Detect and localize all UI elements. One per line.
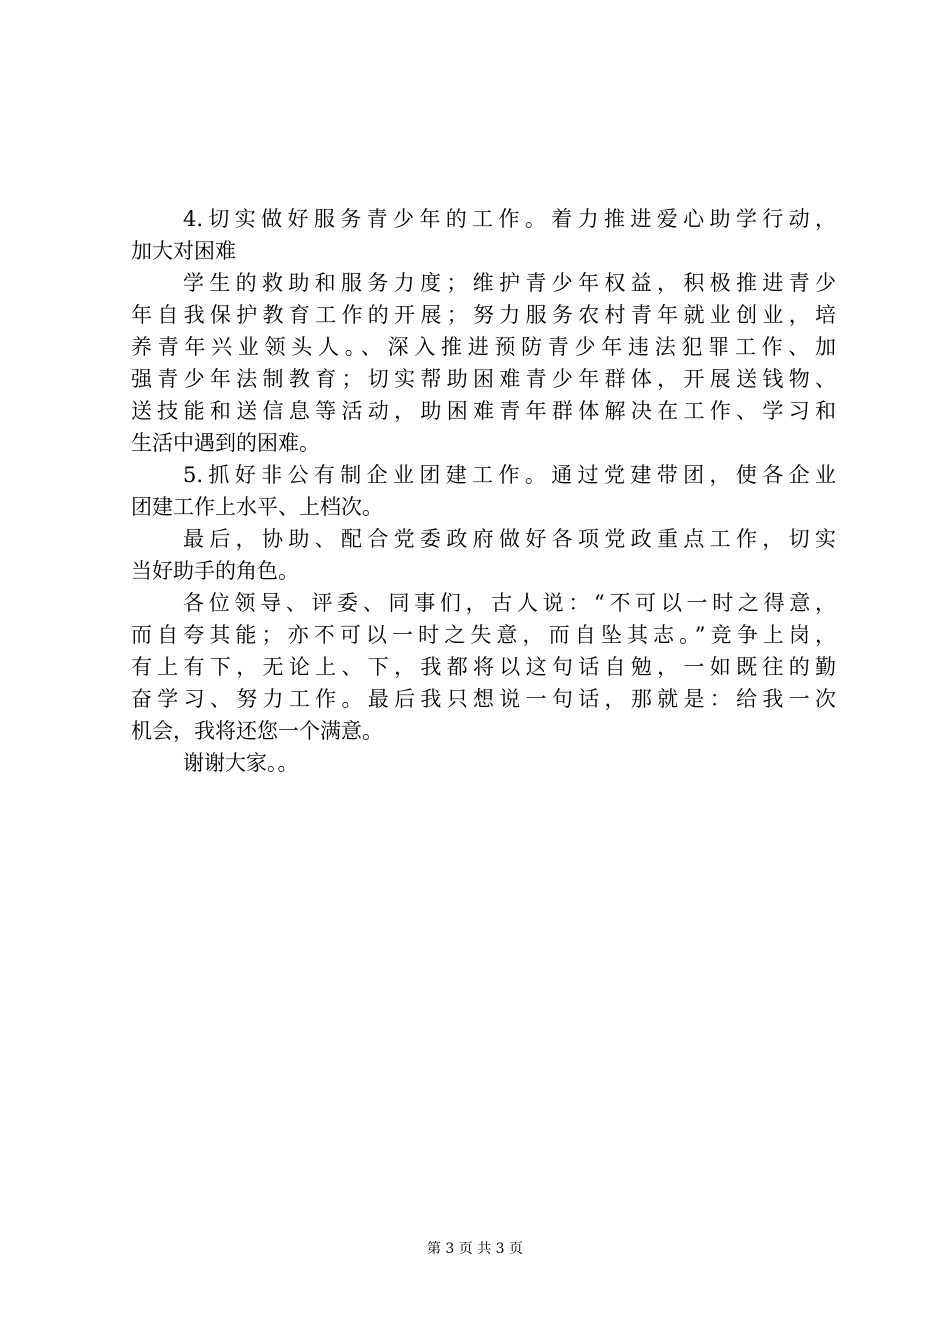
text-line: 学生的救助和服务力度；维护青少年权益，积极推进青少 xyxy=(183,271,836,295)
text-line: 4.切实做好服务青少年的工作。着力推进爱心助学行动， xyxy=(183,207,836,231)
page-footer: 第 3 页 共 3 页 xyxy=(426,1241,524,1257)
text-line: 强青少年法制教育；切实帮助困难青少年群体，开展送钱物、 xyxy=(131,367,836,391)
text-line: 有上有下，无论上、下，我都将以这句话自勉，一如既往的勤 xyxy=(131,655,836,679)
text-line: 机会，我将还您一个满意。 xyxy=(131,719,383,743)
text-line: 年自我保护教育工作的开展；努力服务农村青年就业创业，培 xyxy=(131,303,836,327)
text-line: 5.抓好非公有制企业团建工作。通过党建带团，使各企业 xyxy=(183,463,836,487)
text-line: 养青年兴业领头人。、深入推进预防青少年违法犯罪工作、加 xyxy=(131,335,836,359)
text-line: 谢谢大家。。 xyxy=(183,751,299,775)
text-line: 团建工作上水平、上档次。 xyxy=(131,495,383,519)
text-line: 送技能和送信息等活动，助困难青年群体解决在工作、学习和 xyxy=(131,399,836,423)
text-line: 奋学习、努力工作。最后我只想说一句话，那就是：给我一次 xyxy=(131,687,836,711)
text-line: 各位领导、评委、同事们，古人说：“不可以一时之得意， xyxy=(183,591,836,615)
text-line: 当好助手的角色。 xyxy=(131,559,299,583)
text-line: 加大对困难 xyxy=(131,239,236,263)
text-line: 最后，协助、配合党委政府做好各项党政重点工作，切实 xyxy=(183,527,836,551)
text-line: 生活中遇到的困难。 xyxy=(131,431,320,455)
text-line: 而自夸其能；亦不可以一时之失意，而自坠其志。”竞争上岗， xyxy=(131,623,836,647)
